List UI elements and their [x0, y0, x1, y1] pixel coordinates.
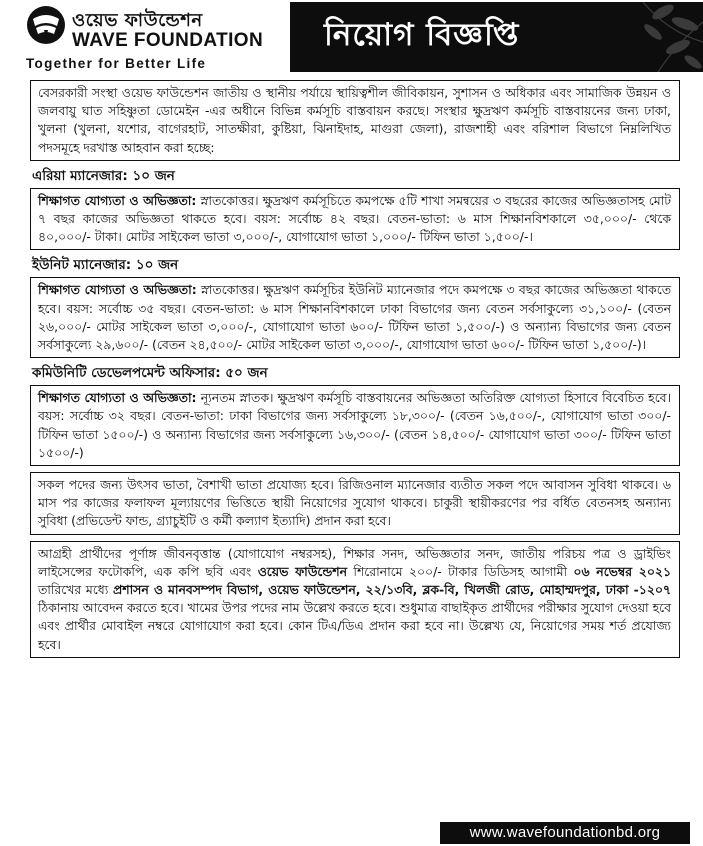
wave-logo-icon [27, 6, 65, 44]
application-text: আগ্রহী প্রার্থীদের পূর্ণাঙ্গ জীবনবৃত্তান্ত (যোগাযোগ নম্বরসহ), শিক্ষার সনদ, অভিজ্ঞতার সনদ, জাতীয় পরিচয় পত্র ও ড্রাইভিং লাইসেন্সের ফটোকপি, এক কপি ছবি এবং [38, 545, 671, 579]
application-deadline: ০৬ নভেম্বর ২০২১ [573, 563, 672, 579]
application-text: শিরোনামে ২০০/- টাকার ডিডিসহ আগামী [347, 563, 574, 579]
tagline: Together for Better Life [26, 56, 207, 71]
position-title-area-manager: এরিয়া ম্যানেজার: ১০ জন [32, 167, 175, 184]
position-text: ন্যূনতম স্নাতক। ক্ষুদ্রঋণ কর্মসূচি বাস্তবায়নের অভিজ্ঞতা অতিরিক্ত যোগ্যতা হিসাবে বিবেচিত হবে। বয়স: সর্বোচ্চ ৩২ বছর। বেতন-ভাতা: ঢাকা বিভাগের জন্য সর্বসাকুল্যে ১৮,৩০০/- (বেতন ১৬,৫০০/-, যোগাযোগ ভাতা ৩০০/- টিফিন ভাতা ১৫০০/-) ও অন্যান্য বিভাগের জন্য সর্বসাকুল্যে ১৬,৩০০/- (বেতন ১৪,৫০০/- যোগাযোগ ভাতা ৩০০/- টিফিন ভাতা ১৫০০/-) [38, 390, 671, 460]
position-title-cdo: কমিউনিটি ডেভেলপমেন্ট অফিসার: ৫০ জন [32, 365, 268, 382]
qualification-label: শিক্ষাগত যোগ্যতা ও অভিজ্ঞতা: [38, 282, 197, 298]
position-title-unit-manager: ইউনিট ম্যানেজার: ১০ জন [32, 257, 179, 274]
header [0, 0, 703, 78]
org-name-bangla: ওয়েভ ফাউন্ডেশন [72, 10, 203, 31]
org-name-english: WAVE FOUNDATION [72, 30, 264, 51]
notice-body [30, 80, 680, 658]
position-details-unit-manager [30, 277, 680, 358]
leaf-decoration-icon [593, 2, 703, 72]
intro-paragraph: বেসরকারী সংস্থা ওয়েভ ফাউন্ডেশন জাতীয় ও স্থানীয় পর্যায়ে স্থায়িত্বশীল জীবিকায়ন, সুশাসন ও অধিকার এবং সামাজিক উন্নয়ন ও জলবায়ু ঘাত সহিষ্ণুতা ডোমেইন -এর অধীনে বিভিন্ন কর্মসূচি বাস্তবায়ন করছে। সংস্থার ক্ষুদ্রঋণ কর্মসূচি বাস্তবায়নের জন্য ঢাকা, খুলনা (খুলনা, যশোর, বাগেরহাট, সাতক্ষীরা, কুষ্টিয়া, ঝিনাইদাহ, মাগুরা জেলা), রাজশাহী এবং বরিশাল বিভাগে নিম্নলিখিত পদসমূহে দরখাস্ত আহবান করা হচ্ছে: [30, 80, 680, 161]
application-text: তারিখের মধ্যে [38, 582, 113, 598]
position-details-area-manager [30, 188, 680, 251]
application-org-name: ওয়েভ ফাউন্ডেশন [257, 563, 347, 579]
application-text: ঠিকানায় আবেদন করতে হবে। খামের উপর পদের নাম উল্লেখ করতে হবে। শুধুমাত্র বাছাইকৃত প্রার্থীদের পরীক্ষার সুযোগ দেওয়া হবে এবং প্রার্থীর মোবাইল নম্বরে যোগাযোগ করা হবে। কোন টিএ/ডিএ প্রদান করা হবে না। উল্লেখ্য যে, নিয়োগের সময় শর্ত প্রযোজ্য হবে। [38, 600, 671, 652]
position-details-cdo [30, 385, 680, 466]
application-address: প্রশাসন ও মানবসম্পদ বিভাগ, ওয়েভ ফাউন্ডেশন, ২২/১৩বি, ব্লক-বি, খিলজী রোড, মোহাম্মদপুর, ঢাকা -১২০৭ [113, 582, 671, 598]
position-text: স্নাতকোত্তর। ক্ষুদ্রঋণ কর্মসূচির ইউনিট ম্যানেজার পদে কমপক্ষে ৩ বছর কাজের অভিজ্ঞতা থাকতে হবে। বয়স: সর্বোচ্চ ৩৫ বছর। বেতন-ভাতা: ৬ মাস শিক্ষানবিশকালে ঢাকা বিভাগের জন্য বেতন সর্বসাকুল্যে ৩১,১০০/- (বেতন ২৬,০০০/- মোটর সাইকেল ভাতা ৩,০০০/-, যোগাযোগ ভাতা ৬০০/- টিফিন ভাতা ১,৫০০/-) ও অন্যান্য বিভাগের জন্য বেতন সর্বসাকুল্যে ২৯,৬০০/- (বেতন ২৪,৫০০/- মোটর সাইকেল ভাতা ৩,০০০/-, যোগাযোগ ভাতা ৬০০/- টিফিন ভাতা ১,৫০০/-)। [38, 282, 671, 353]
qualification-label: শিক্ষাগত যোগ্যতা ও অভিজ্ঞতা: [38, 390, 197, 406]
notice-banner [290, 2, 703, 72]
position-text: স্নাতকোত্তর। ক্ষুদ্রঋণ কর্মসূচিতে কমপক্ষে ৫টি শাখা সমন্বয়ের ৩ বছরের কাজের অভিজ্ঞতাসহ মোট ৭ বছর কাজের অভিজ্ঞতা থাকতে হবে। বয়স: সর্বোচ্চ ৪২ বছর। বেতন-ভাতা: ৬ মাস শিক্ষানবিশকালে ৩৫,০০০/- থেকে ৪০,০০০/- টাকা। মোটর সাইকেল ভাতা ৩,০০০/-, যোগাযোগ ভাতা ১,০০০/- টিফিন ভাতা ১,৫০০/-। [38, 192, 672, 245]
application-paragraph [30, 541, 680, 658]
qualification-label: শিক্ষাগত যোগ্যতা ও অভিজ্ঞতা: [38, 192, 197, 208]
benefits-paragraph: সকল পদের জন্য উৎসব ভাতা, বৈশাখী ভাতা প্রযোজ্য হবে। রিজিওনাল ম্যানেজার ব্যতীত সকল পদে আবাসন সুবিধা থাকবে। ৬ মাস পর কাজের ফলাফল মূল্যায়ণের ভিত্তিতে স্থায়ী নিয়োগের সুযোগ থাকবে। চাকুরী স্থায়ীকরণের পর বর্ধিত বেতনসহ অন্যান্য সুবিধা (প্রভিডেন্ট ফান্ড, গ্র্যাচুইটি ও কর্মী কল্যাণ ইত্যাদি) প্রদান করা হবে। [30, 472, 680, 535]
notice-title: নিয়োগ বিজ্ঞপ্তি [324, 17, 520, 53]
website-link[interactable]: www.wavefoundationbd.org [440, 822, 690, 844]
